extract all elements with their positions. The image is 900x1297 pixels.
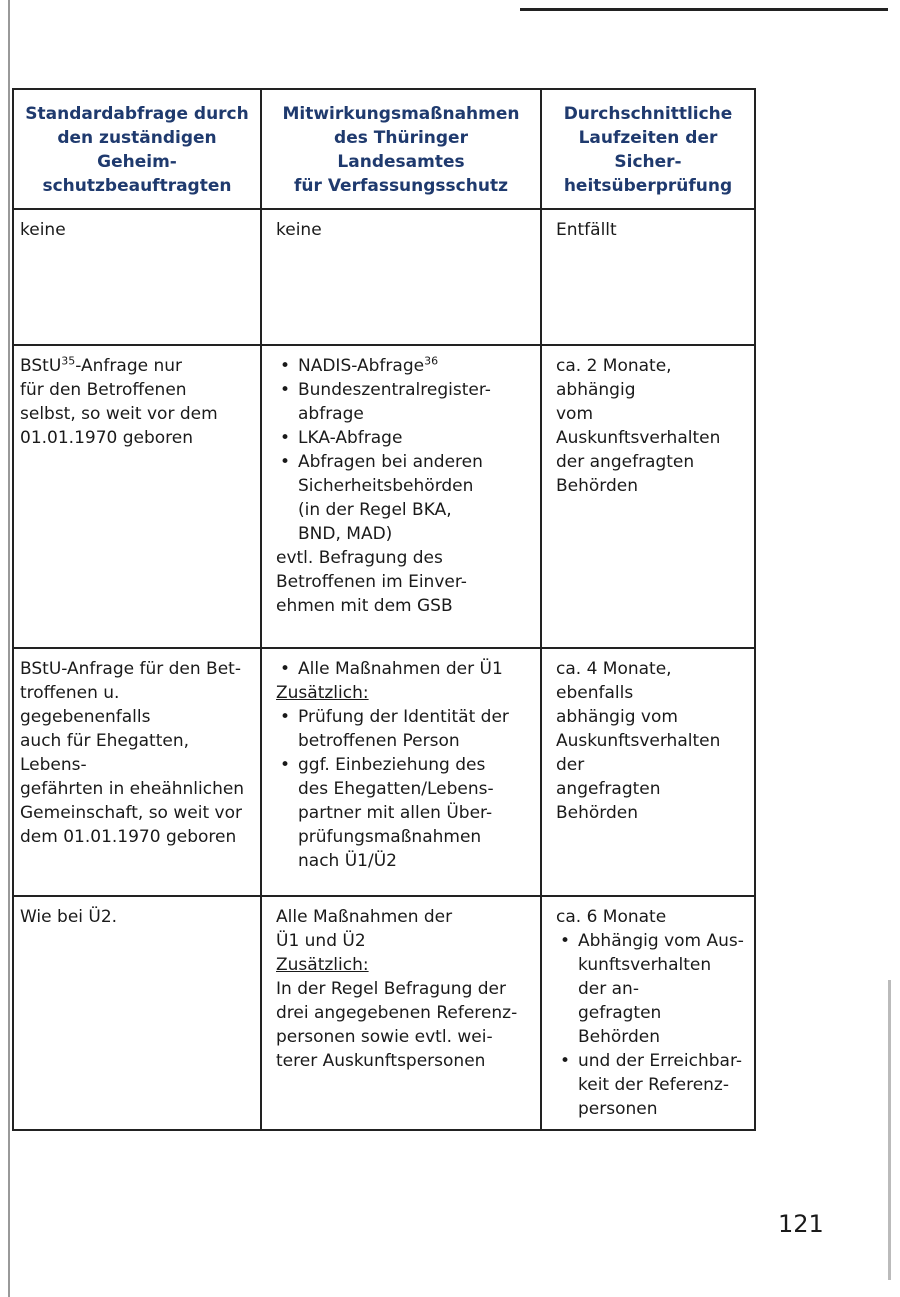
bullet-list bbox=[276, 657, 530, 681]
table-cell: ca. 2 Monate, abhängig vom Auskunftsverhalten der angefragten Behörden bbox=[541, 345, 755, 648]
footnote-ref: 35 bbox=[61, 354, 76, 368]
underlined-label: Zusätzlich: bbox=[276, 955, 369, 975]
list-item: • LKA-Abfrage bbox=[276, 426, 530, 450]
bullet-list bbox=[276, 354, 530, 546]
list-item: • Alle Maßnahmen der Ü1 bbox=[276, 657, 530, 681]
list-item: • Abfragen bei anderen Sicherheitsbehörden (in der Regel BKA, BND, MAD) bbox=[276, 450, 530, 546]
footnote-ref: 36 bbox=[424, 354, 439, 368]
table-row bbox=[13, 345, 755, 648]
table-cell: ca. 6 Monate • Abhängig vom Aus- kunftsverhalten der an- gefragten Behörden • und der Erreichbar- keit der Referenz- personen bbox=[541, 896, 755, 1130]
underlined-label: Zusätzlich: bbox=[276, 683, 369, 703]
table-cell: keine bbox=[261, 209, 541, 345]
top-rule bbox=[520, 8, 888, 11]
table-cell: Entfällt bbox=[541, 209, 755, 345]
table-cell bbox=[261, 648, 541, 896]
page-number: 121 bbox=[778, 1210, 824, 1238]
table-cell: BStU$^{35}$-Anfrage nur für den Betroffenen selbst, so weit vor dem 01.01.1970 geboren bbox=[13, 345, 261, 648]
table-cell: keine bbox=[13, 209, 261, 345]
bullet-list bbox=[556, 929, 744, 1121]
table-row bbox=[13, 209, 755, 345]
list-item: • Bundeszentralregister- abfrage bbox=[276, 378, 530, 426]
list-item: • und der Erreichbar- keit der Referenz- personen bbox=[556, 1049, 744, 1121]
table-cell: BStU-Anfrage für den Bet- troffenen u. gegebenenfalls auch für Ehegatten, Lebens- gefährten in eheähnlichen Gemeinschaft, so weit vor dem 01.01.1970 geboren bbox=[13, 648, 261, 896]
left-margin-line bbox=[8, 0, 10, 1297]
list-item: • Abhängig vom Aus- kunftsverhalten der an- gefragten Behörden bbox=[556, 929, 744, 1049]
table-cell: ca. 4 Monate, ebenfalls abhängig vom Auskunftsverhalten der angefragten Behörden bbox=[541, 648, 755, 896]
right-edge-shadow bbox=[888, 980, 891, 1280]
header-row bbox=[13, 89, 755, 209]
table-row bbox=[13, 896, 755, 1130]
table-cell: Wie bei Ü2. bbox=[13, 896, 261, 1130]
table-row bbox=[13, 648, 755, 896]
list-item: • NADIS-Abfrage$^{36}$ bbox=[276, 354, 530, 378]
table-cell: Alle Maßnahmen der Ü1 und Ü2 Zusätzlich: In der Regel Befragung der drei angegebenen Referenz- personen sowie evtl. wei- terer Auskunftspersonen bbox=[261, 896, 541, 1130]
list-item: • ggf. Einbeziehung des des Ehegatten/Lebens- partner mit allen Über- prüfungsmaßnahmen nach Ü1/Ü2 bbox=[276, 753, 530, 873]
header-standard-query: Standardabfrage durch den zuständigen Geheim- schutzbeauftragten bbox=[13, 89, 261, 209]
security-check-table bbox=[12, 88, 756, 1131]
header-average-duration: Durchschnittliche Laufzeiten der Sicher- heitsüberprüfung bbox=[541, 89, 755, 209]
header-cooperation-measures: Mitwirkungsmaßnahmen des Thüringer Landesamtes für Verfassungsschutz bbox=[261, 89, 541, 209]
list-item: • Prüfung der Identität der betroffenen Person bbox=[276, 705, 530, 753]
table-cell: • NADIS-Abfrage$^{36}$ • Bundeszentralregister- abfrage • LKA-Abfrage • Abfragen bei anderen Sicherheitsbehörden (in der Regel BKA, BND, MAD) evtl. Befragung des Betroffenen im Einver- ehmen mit dem GSB bbox=[261, 345, 541, 648]
bullet-list bbox=[276, 705, 530, 873]
